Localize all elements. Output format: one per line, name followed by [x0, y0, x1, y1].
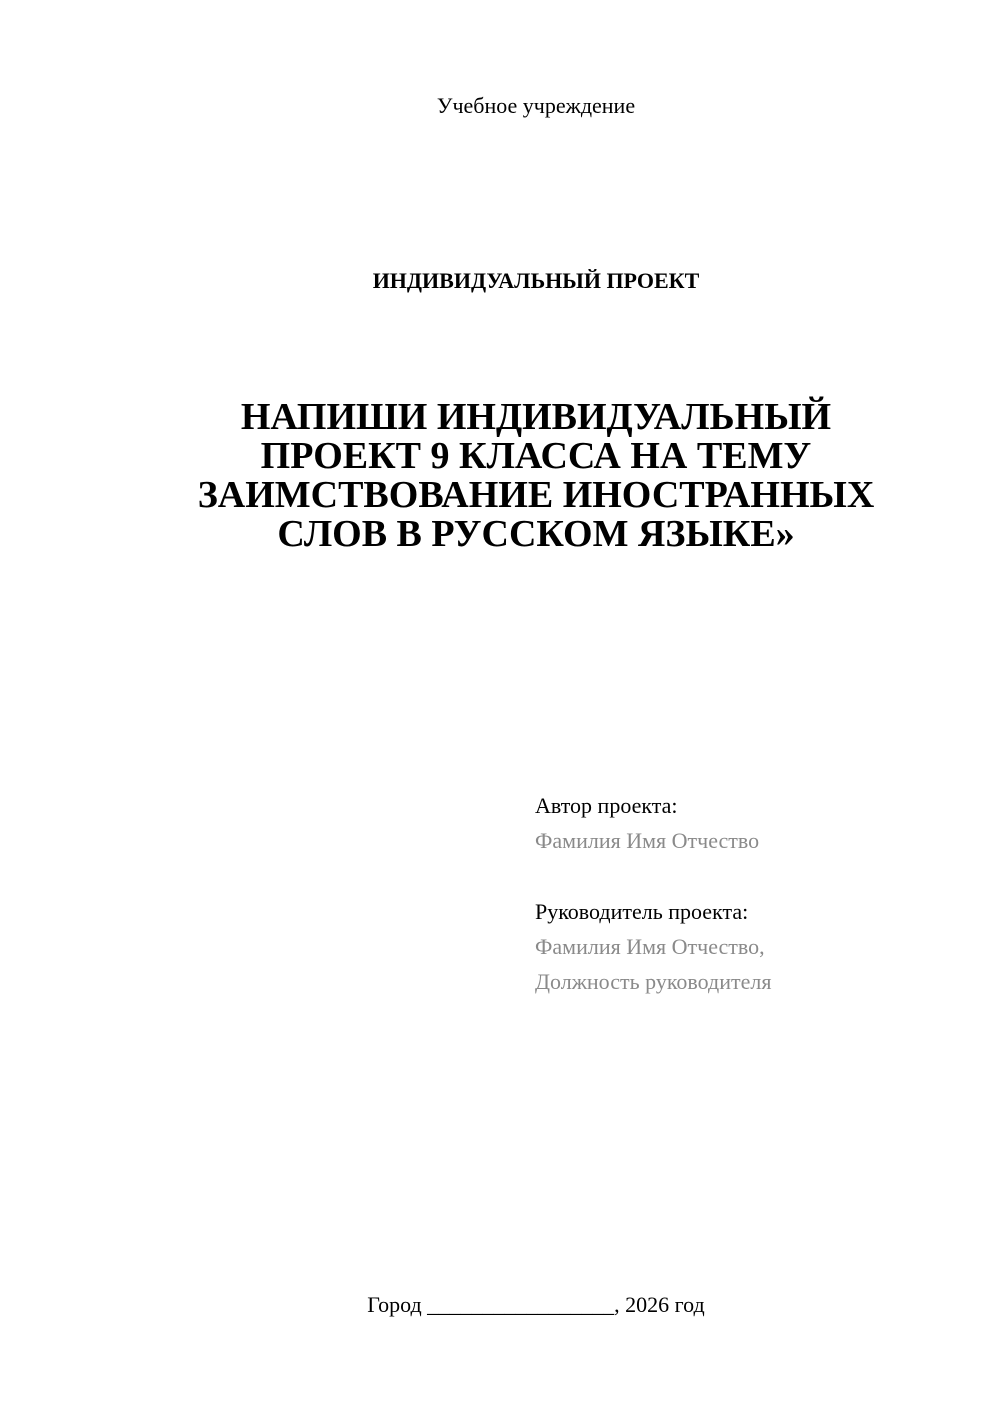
document-type: ИНДИВИДУАЛЬНЫЙ ПРОЕКТ [372, 268, 700, 293]
title-line-2: ПРОЕКТ 9 КЛАССА НА ТЕМУ [260, 435, 812, 477]
title-line-4: СЛОВ В РУССКОМ ЯЗЫКЕ» [277, 513, 795, 555]
supervisor-position: Должность руководителя [535, 969, 772, 994]
title-line-3: ЗАИМСТВОВАНИЕ ИНОСТРАННЫХ [197, 474, 875, 516]
author-block [535, 788, 975, 858]
author-name: Фамилия Имя Отчество [535, 828, 760, 853]
supervisor-block [535, 894, 975, 999]
city-year-line: Город _________________, 2026 год [367, 1292, 705, 1317]
project-title [150, 398, 922, 554]
institution-name: Учебное учреждение [436, 93, 636, 118]
supervisor-label: Руководитель проекта: [535, 899, 749, 924]
author-label: Автор проекта: [535, 793, 678, 818]
supervisor-name: Фамилия Имя Отчество, [535, 934, 765, 959]
title-line-1: НАПИШИ ИНДИВИДУАЛЬНЫЙ [240, 396, 832, 438]
